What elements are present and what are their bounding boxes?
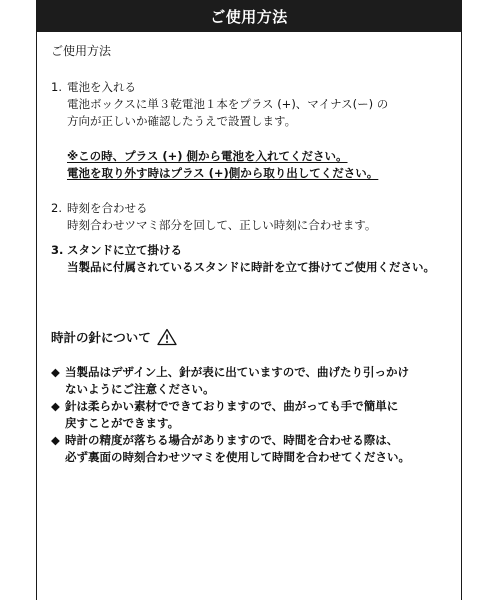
- note-line: 当製品はデザイン上、針が表に出ていますので、曲げたり引っかけ: [65, 365, 409, 379]
- warning-line: ※この時、プラス (+) 側から電池を入れてください。: [67, 149, 348, 163]
- step-line: 時刻合わせツマミ部分を回して、正しい時刻に合わせます。: [67, 218, 377, 232]
- diamond-bullet-icon: ◆: [51, 433, 60, 447]
- note-item: [51, 398, 451, 432]
- step-3: [51, 242, 451, 276]
- step-line: 当製品に付属されているスタンドに時計を立て掛けてご使用ください。: [67, 260, 435, 274]
- step-number: 1.: [51, 80, 62, 94]
- step-1: [51, 79, 451, 200]
- step-line: 方向が正しいか確認したうえで設置します。: [67, 114, 297, 128]
- step-title: 電池を入れる: [67, 80, 136, 94]
- step-line: 電池ボックスに単３乾電池１本をプラス (+)、マイナス(ー) の: [67, 97, 389, 111]
- hands-title-text: 時計の針について: [51, 330, 151, 345]
- note-text: [65, 398, 451, 432]
- note-text: [65, 432, 451, 466]
- note-line: 戻すことができます。: [65, 416, 180, 430]
- note-line: 針は柔らかい素材でできておりますので、曲がっても手で簡単に: [65, 399, 399, 413]
- hands-section: [51, 328, 451, 466]
- step-number: 2.: [51, 201, 62, 215]
- step-title: 時刻を合わせる: [67, 201, 148, 215]
- note-line: 必ず裏面の時刻合わせツマミを使用して時間を合わせてください。: [65, 450, 410, 464]
- warning-triangle-icon: [157, 328, 177, 346]
- notes-list: [51, 364, 451, 466]
- step-body: [67, 200, 451, 234]
- note-item: [51, 432, 451, 466]
- header-bar: [37, 0, 461, 32]
- step-body: [67, 79, 451, 200]
- note-line: ないようにご注意ください。: [65, 382, 215, 396]
- instruction-sheet: [36, 0, 462, 600]
- step-number: 3.: [51, 243, 64, 257]
- diamond-bullet-icon: ◆: [51, 399, 60, 413]
- note-text: [65, 364, 451, 398]
- header-title: ご使用方法: [210, 7, 288, 26]
- subtitle: ご使用方法: [51, 44, 112, 58]
- content: [51, 36, 451, 466]
- step-title: スタンドに立て掛ける: [67, 243, 182, 257]
- hands-section-title: [51, 328, 451, 346]
- diamond-bullet-icon: ◆: [51, 365, 60, 379]
- warning-block: [67, 148, 451, 182]
- step-body: [67, 242, 451, 276]
- note-item: [51, 364, 451, 398]
- step-2: [51, 200, 451, 234]
- warning-line: 電池を取り外す時はプラス (+)側から取り出してください。: [67, 166, 379, 180]
- note-line: 時計の精度が落ちる場合がありますので、時間を合わせる際は、: [65, 433, 399, 447]
